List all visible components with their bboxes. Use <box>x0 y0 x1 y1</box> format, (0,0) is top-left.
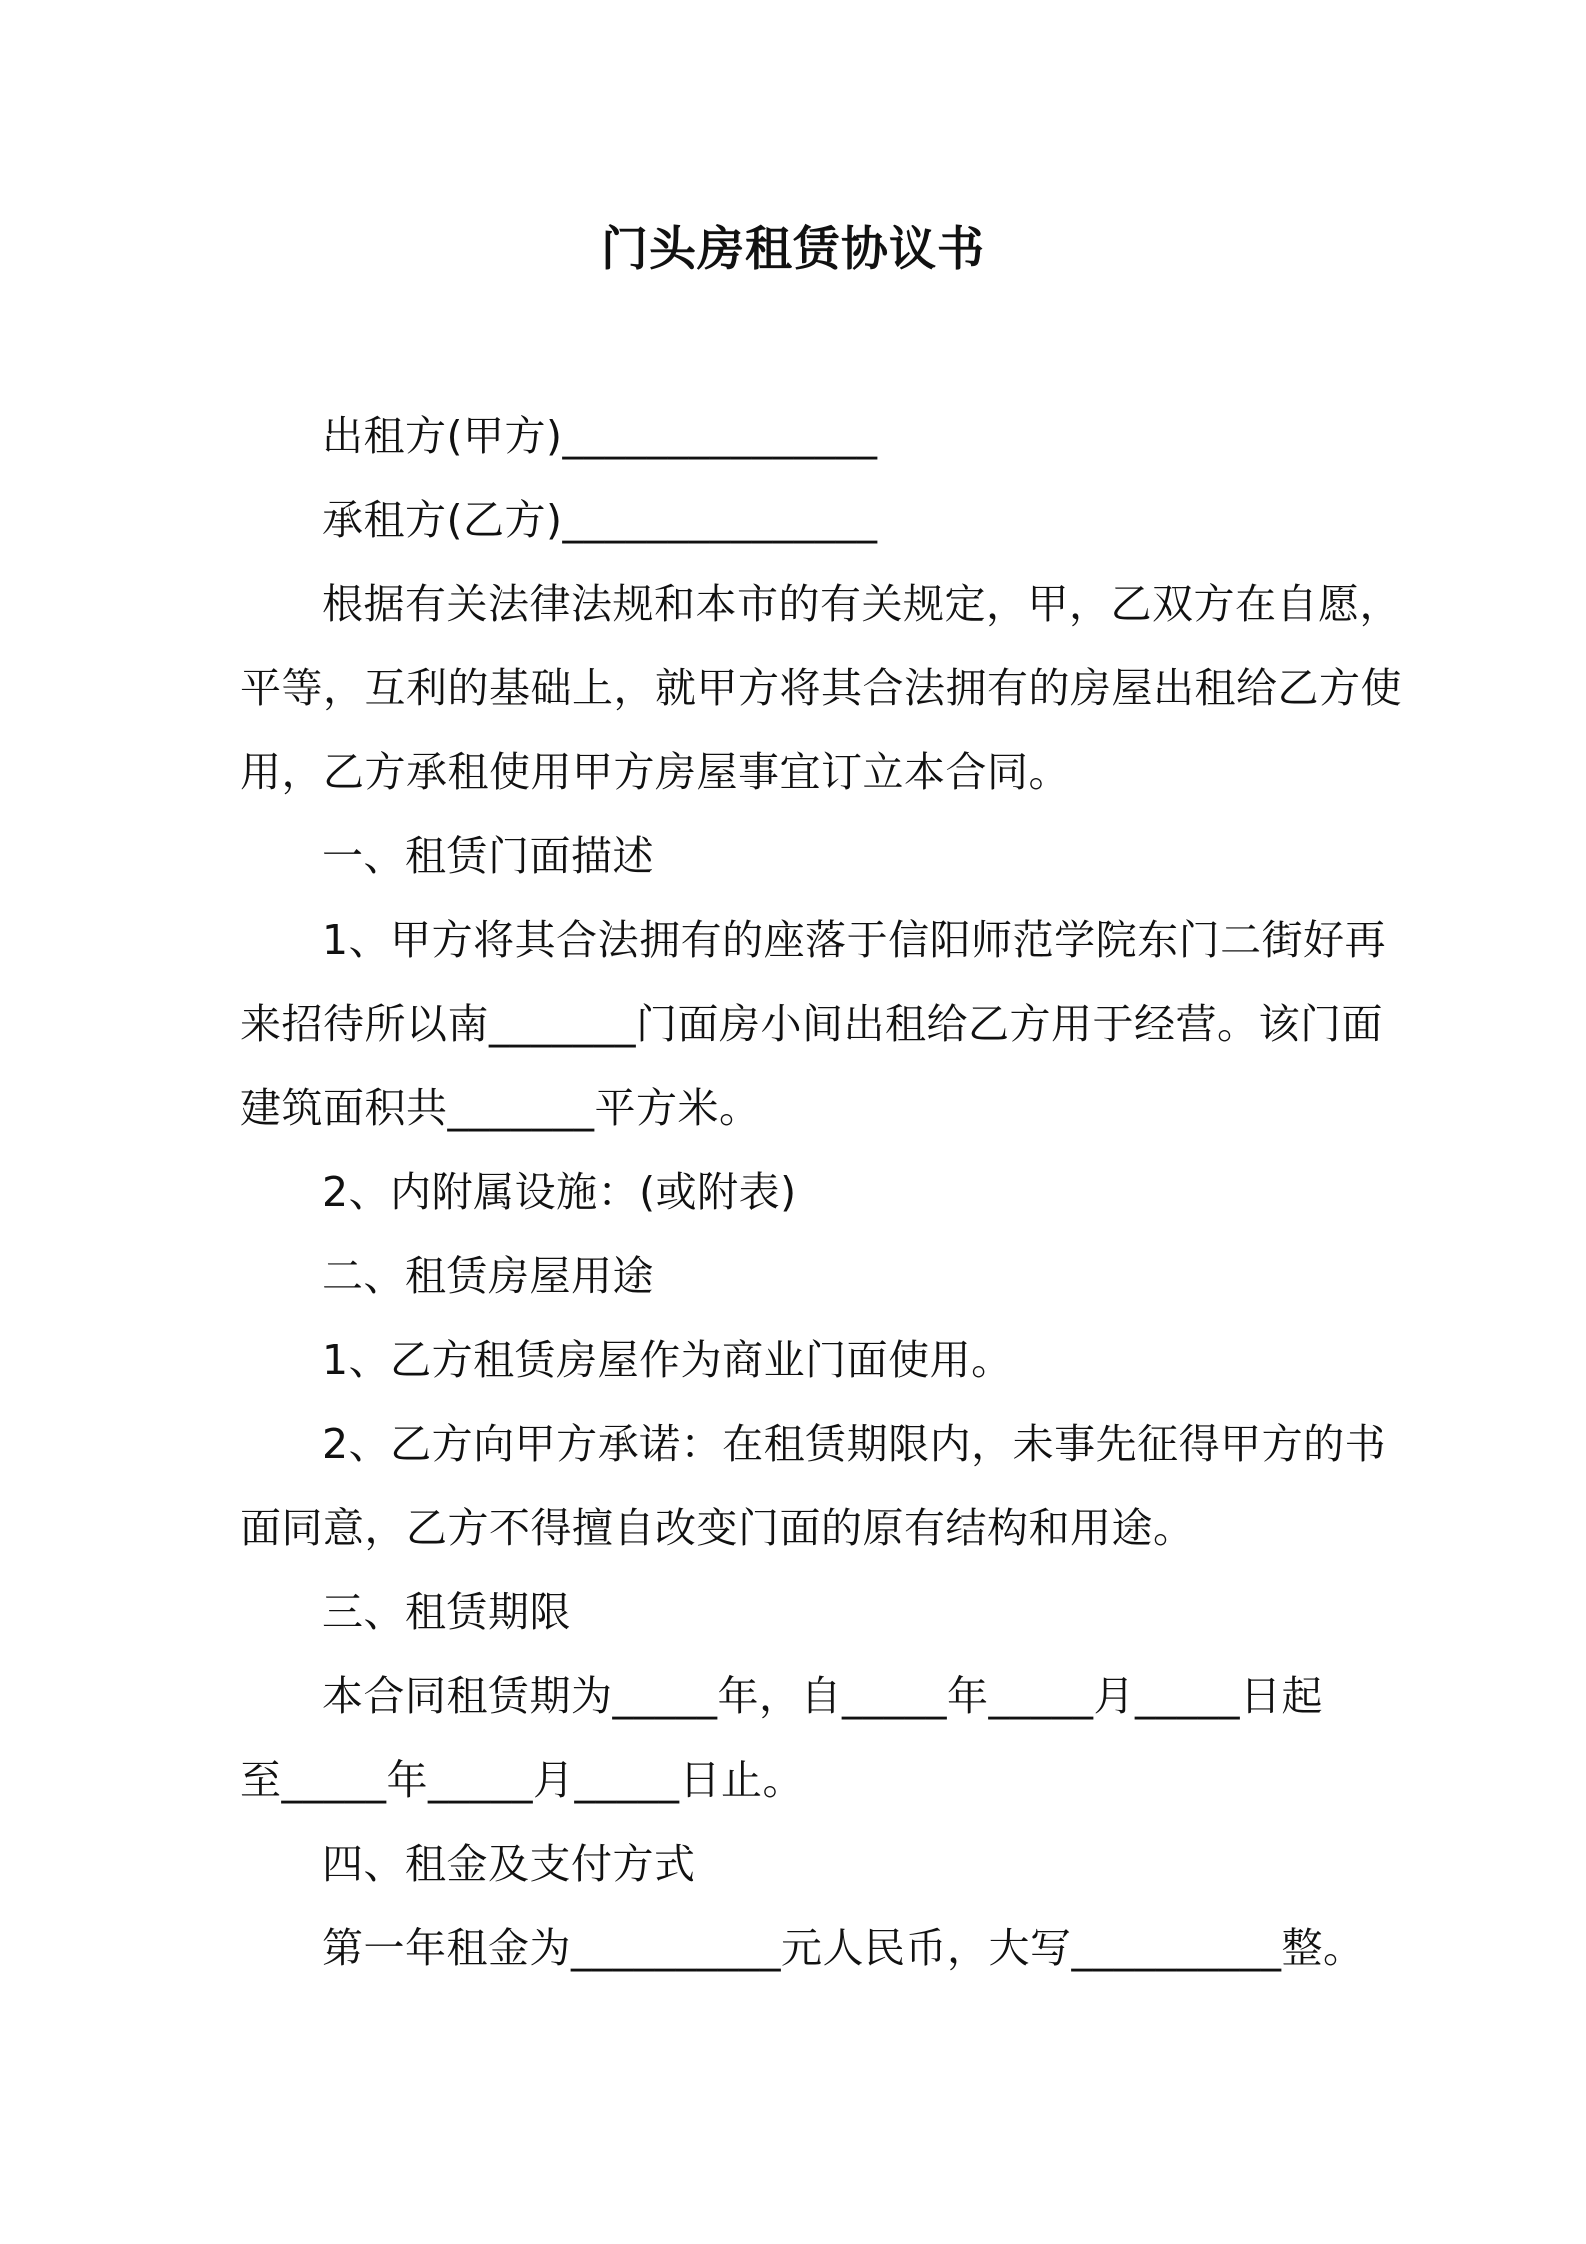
section-2-heading: 二、租赁房屋用途 <box>322 1252 654 1300</box>
section-1-heading: 一、租赁门面描述 <box>322 832 654 880</box>
section-2-item-1: 1、乙方租赁房屋作为商业门面使用。 <box>322 1336 1013 1384</box>
section-3-heading: 三、租赁期限 <box>322 1588 571 1636</box>
preamble-line-1: 根据有关法律法规和本市的有关规定，甲，乙双方在自愿， <box>322 580 1401 628</box>
section-4-heading: 四、租金及支付方式 <box>322 1840 696 1888</box>
section-3-text-line-1: 本合同租赁期为_____年，自_____年_____月_____日起 <box>322 1672 1323 1720</box>
section-1-item-1-line-3: 建筑面积共_______平方米。 <box>240 1084 761 1132</box>
section-1-item-2: 2、内附属设施：(或附表) <box>322 1168 797 1216</box>
lessee-line: 承租方(乙方)_______________ <box>322 496 878 544</box>
section-3-text-line-2: 至_____年_____月_____日止。 <box>240 1756 804 1804</box>
section-1-item-1-line-2: 来招待所以南_______门面房小间出租给乙方用于经营。该门面 <box>240 1000 1383 1048</box>
document-title: 门头房租赁协议书 <box>601 222 985 277</box>
section-4-text: 第一年租金为__________元人民币，大写__________整。 <box>322 1924 1365 1972</box>
lessor-line: 出租方(甲方)_______________ <box>322 412 878 460</box>
preamble-line-2: 平等，互利的基础上，就甲方将其合法拥有的房屋出租给乙方使 <box>240 664 1402 712</box>
preamble-line-3: 用，乙方承租使用甲方房屋事宜订立本合同。 <box>240 748 1070 796</box>
section-1-item-1-line-1: 1、甲方将其合法拥有的座落于信阳师范学院东门二街好再 <box>322 916 1387 964</box>
section-2-item-2-line-1: 2、乙方向甲方承诺：在租赁期限内，未事先征得甲方的书 <box>322 1420 1387 1468</box>
section-2-item-2-line-2: 面同意，乙方不得擅自改变门面的原有结构和用途。 <box>240 1504 1195 1552</box>
